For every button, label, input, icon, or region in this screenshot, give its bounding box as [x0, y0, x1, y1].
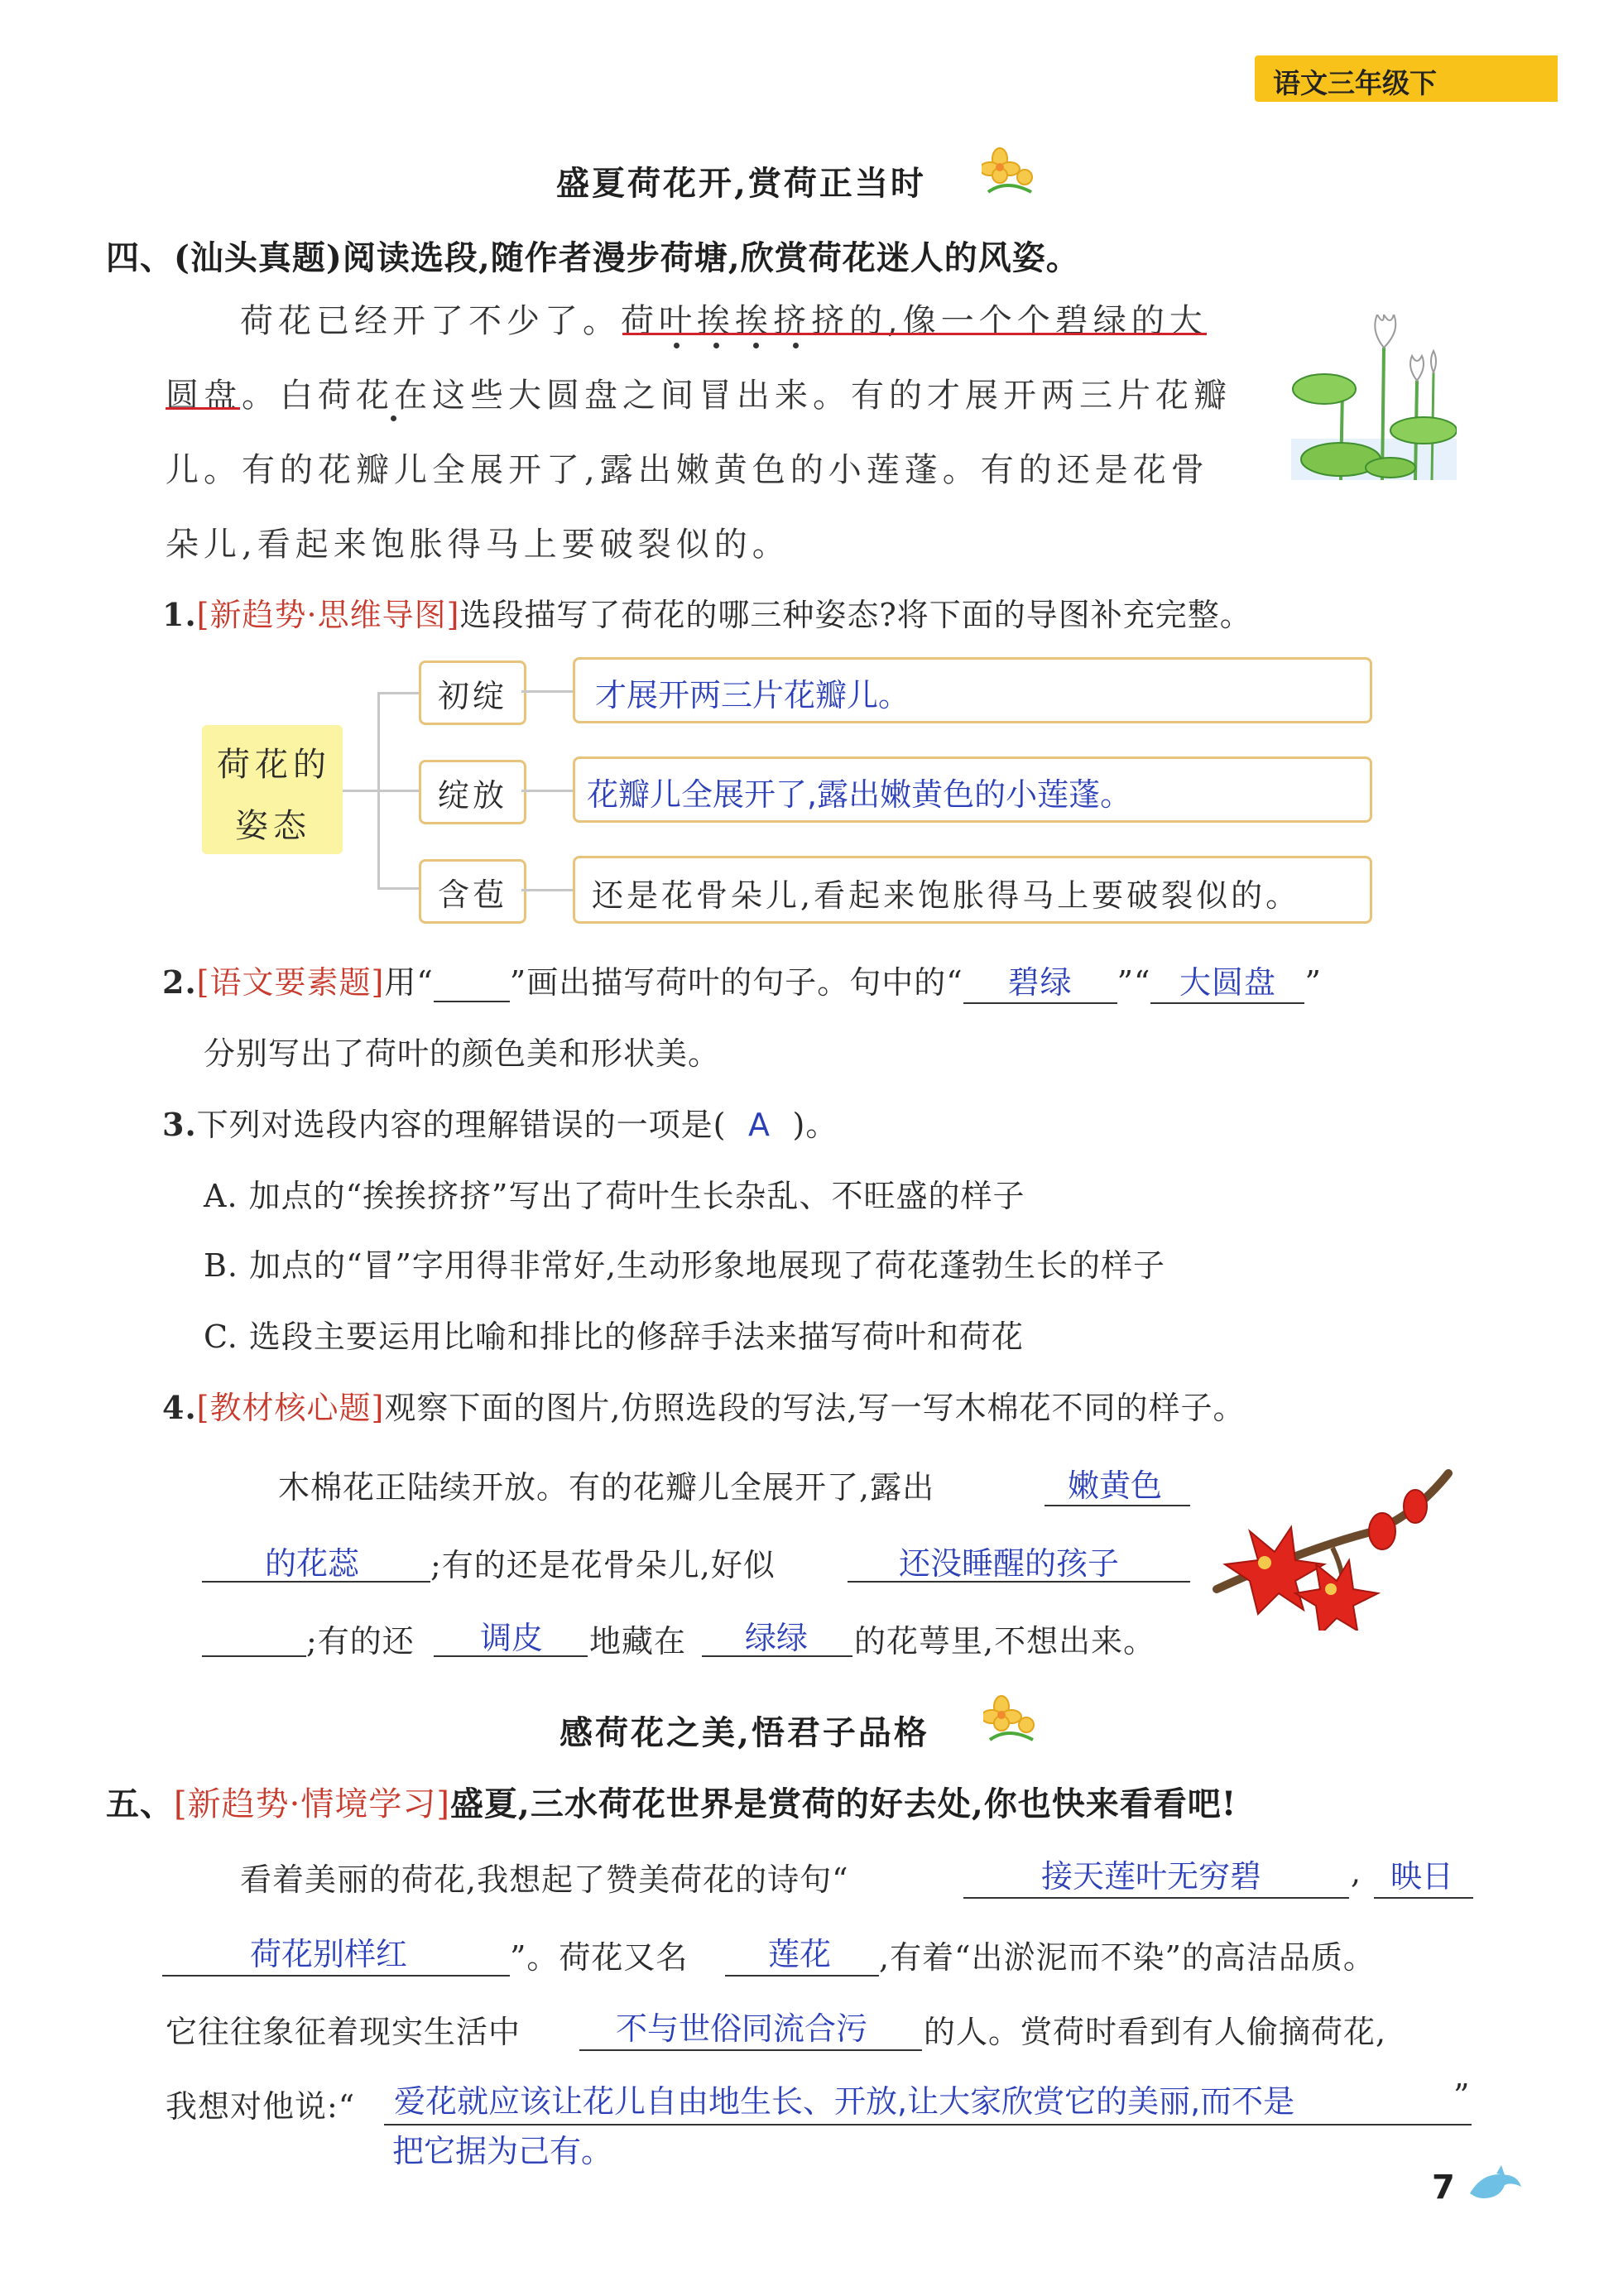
q5-comma: ,	[1351, 1854, 1362, 1890]
passage-l1a: 荷花已经开了不少了。	[240, 302, 621, 340]
mindmap-connector	[377, 790, 419, 792]
q5-tag: [新趋势·情境学习]	[174, 1785, 450, 1823]
question-4-sub	[162, 1382, 1246, 1428]
mindmap-connector	[343, 790, 379, 792]
q5-answer-2: 映日	[1390, 1858, 1454, 1895]
flower-icon	[983, 1693, 1041, 1746]
grade-tag-label: 语文三年级下	[1273, 67, 1437, 99]
q3-stem-b: )。	[792, 1107, 838, 1143]
q1-text: 选段描写了荷花的哪三种姿态?将下面的导图补充完整。	[459, 597, 1252, 633]
mindmap-answer-2-text: 花瓣儿全展开了,露出嫩黄色的小莲蓬。	[587, 776, 1132, 813]
emphasis-dot	[793, 343, 799, 348]
q5-answer-5: 不与世俗同流合污	[616, 2010, 868, 2047]
passage-l2b: 。白荷花在这些大圆盘之间冒出来。有的才展开两三片花瓣	[242, 377, 1232, 415]
q5-answer-3: 荷花别样红	[250, 1936, 408, 1972]
emphasis-dot	[713, 343, 719, 348]
q4-answer-4: 调皮	[480, 1620, 544, 1656]
flower-icon	[982, 146, 1040, 199]
section-title-1: 盛夏荷花开,赏荷正当时	[556, 164, 926, 203]
q1-tag: [新趋势·思维导图]	[196, 597, 460, 633]
q4-line-1: 木棉花正陆续开放。有的花瓣儿全展开了,露出	[278, 1469, 935, 1506]
q2-underline-blank	[434, 964, 510, 1002]
section-title-2: 感荷花之美,悟君子品格	[559, 1713, 929, 1752]
mindmap-label-2: 绽放	[419, 760, 526, 824]
mindmap-answer-1-text: 才展开两三片花瓣儿。	[595, 677, 910, 713]
q4-answer-1: 嫩黄色	[1068, 1467, 1163, 1504]
q5-text: 盛夏,三水荷花世界是赏荷的好去处,你也快来看看吧!	[449, 1784, 1237, 1823]
mindmap-connector	[521, 690, 573, 693]
q5-blank-5[interactable]	[579, 2049, 922, 2051]
q5-prefix: 五、	[106, 1784, 174, 1823]
q3-option-b: B. 加点的“冒”字用得非常好,生动形象地展现了荷花蓬勃生长的样子	[204, 1247, 1166, 1284]
q4-text: 观察下面的图片,仿照选段的写法,写一写木棉花不同的样子。	[384, 1390, 1246, 1426]
q5-answer-4: 莲花	[768, 1936, 832, 1972]
q2-text-2: ”画出描写荷叶的句子。句中的“	[509, 964, 963, 1001]
q4-tag: [教材核心题]	[196, 1390, 385, 1426]
question-4-heading: 四、(汕头真题)阅读选段,随作者漫步荷塘,欣赏荷花迷人的风姿。	[106, 238, 1080, 277]
q5-blank-3[interactable]	[162, 1975, 510, 1977]
mindmap-root-line-1: 荷花的	[217, 746, 331, 784]
mindmap-answer-3	[573, 856, 1372, 924]
question-3	[162, 1099, 838, 1145]
mindmap-answer-2[interactable]	[573, 757, 1372, 823]
q2-text-4: ”	[1304, 964, 1322, 1001]
q5-line-2b: ,有着“出淤泥而不染”的高洁品质。	[879, 1939, 1376, 1976]
q2-answer-2: 大圆盘	[1179, 964, 1276, 1001]
grade-tag	[1255, 55, 1558, 102]
q2-tag: [语文要素题]	[196, 964, 385, 1001]
q5-answer-1: 接天莲叶无穷碧	[1041, 1858, 1262, 1895]
q3-answer[interactable]: A	[748, 1107, 771, 1143]
q4-line-2: ;有的还是花骨朵儿,好似	[430, 1547, 776, 1583]
mindmap-root	[202, 725, 343, 854]
q4-line-3a: ;有的还	[306, 1623, 415, 1660]
mindmap-connector	[377, 692, 419, 694]
underline-red-1	[622, 333, 1207, 335]
mindmap-connector	[521, 790, 573, 792]
q5-blank-2[interactable]	[1374, 1897, 1473, 1899]
q4-blank-4[interactable]	[202, 1655, 306, 1657]
q5-line-3a: 它往往象征着现实生活中	[166, 2014, 521, 2050]
passage-line-4: 朵儿,看起来饱胀得马上要破裂似的。	[166, 526, 790, 564]
q5-line-3b: 的人。赏荷时看到有人偷摘荷花,	[924, 2014, 1387, 2050]
q5-line-4a: 我想对他说:“	[166, 2088, 356, 2125]
question-2	[162, 957, 1322, 1004]
passage-l2a: 圆盘	[166, 377, 242, 415]
passage-line-2	[166, 369, 1232, 416]
q2-line-2: 分别写出了荷叶的颜色美和形状美。	[204, 1035, 721, 1072]
mindmap-answer-1[interactable]	[573, 657, 1372, 723]
q4-number: 4.	[162, 1389, 197, 1426]
mindmap-connector	[377, 887, 419, 890]
q3-stem-a: 下列对选段内容的理解错误的一项是(	[196, 1107, 727, 1143]
underline-red-2	[166, 407, 240, 410]
q5-line-4b: ”	[1453, 2077, 1471, 2114]
page-number: 7	[1432, 2169, 1455, 2207]
q3-option-a: A. 加点的“挨挨挤挤”写出了荷叶生长杂乱、不旺盛的样子	[204, 1178, 1025, 1214]
emphasis-dot	[391, 415, 396, 421]
emphasis-dot	[753, 343, 759, 348]
q3-number: 3.	[162, 1106, 197, 1143]
q4-answer-3: 还没睡醒的孩子	[899, 1545, 1120, 1582]
passage-l1b: 荷叶挨挨挤挤的,像一个个碧绿的大	[621, 302, 1208, 340]
q4-answer-2: 的花蕊	[265, 1545, 360, 1582]
q5-answer-7: 把它据为己有。	[392, 2133, 613, 2169]
dolphin-icon	[1467, 2165, 1525, 2207]
mindmap-connector	[521, 889, 573, 891]
q4-line-3b: 地藏在	[589, 1623, 687, 1660]
question-5-heading	[106, 1778, 1237, 1825]
kapok-flower-illustration	[1208, 1457, 1457, 1631]
emphasis-dot	[674, 343, 680, 348]
q5-blank-4[interactable]	[725, 1975, 879, 1977]
q2-text-1: 用“	[384, 964, 434, 1001]
mindmap-answer-3-text: 还是花骨朵儿,看起来饱胀得马上要破裂似的。	[592, 877, 1301, 914]
q2-number: 2.	[162, 963, 197, 1001]
mindmap-label-3: 含苞	[419, 859, 526, 924]
q5-line-2a: ”。荷花又名	[510, 1939, 689, 1976]
q5-answer-6: 爱花就应该让花儿自由地生长、开放,让大家欣赏它的美丽,而不是	[394, 2083, 1295, 2120]
q5-blank-1[interactable]	[963, 1897, 1349, 1899]
mindmap-label-1: 初绽	[419, 660, 526, 725]
q1-number: 1.	[162, 596, 197, 633]
q4-answer-5: 绿绿	[745, 1620, 809, 1656]
q2-text-3: ”“	[1117, 964, 1151, 1001]
mindmap-root-line-2: 姿态	[235, 807, 311, 845]
passage-line-3: 儿。有的花瓣儿全展开了,露出嫩黄色的小莲蓬。有的还是花骨	[166, 451, 1209, 489]
q2-blank-2[interactable]	[1150, 957, 1304, 1004]
lotus-illustration	[1291, 315, 1457, 488]
question-1	[162, 589, 1252, 635]
q3-option-c: C. 选段主要运用比喻和排比的修辞手法来描写荷叶和荷花	[204, 1319, 1024, 1355]
q5-line-1: 看着美丽的荷花,我想起了赞美荷花的诗句“	[240, 1861, 849, 1898]
q2-blank-1[interactable]	[963, 957, 1117, 1004]
q4-line-3c: 的花萼里,不想出来。	[854, 1623, 1156, 1660]
q2-answer-1: 碧绿	[1007, 964, 1073, 1001]
